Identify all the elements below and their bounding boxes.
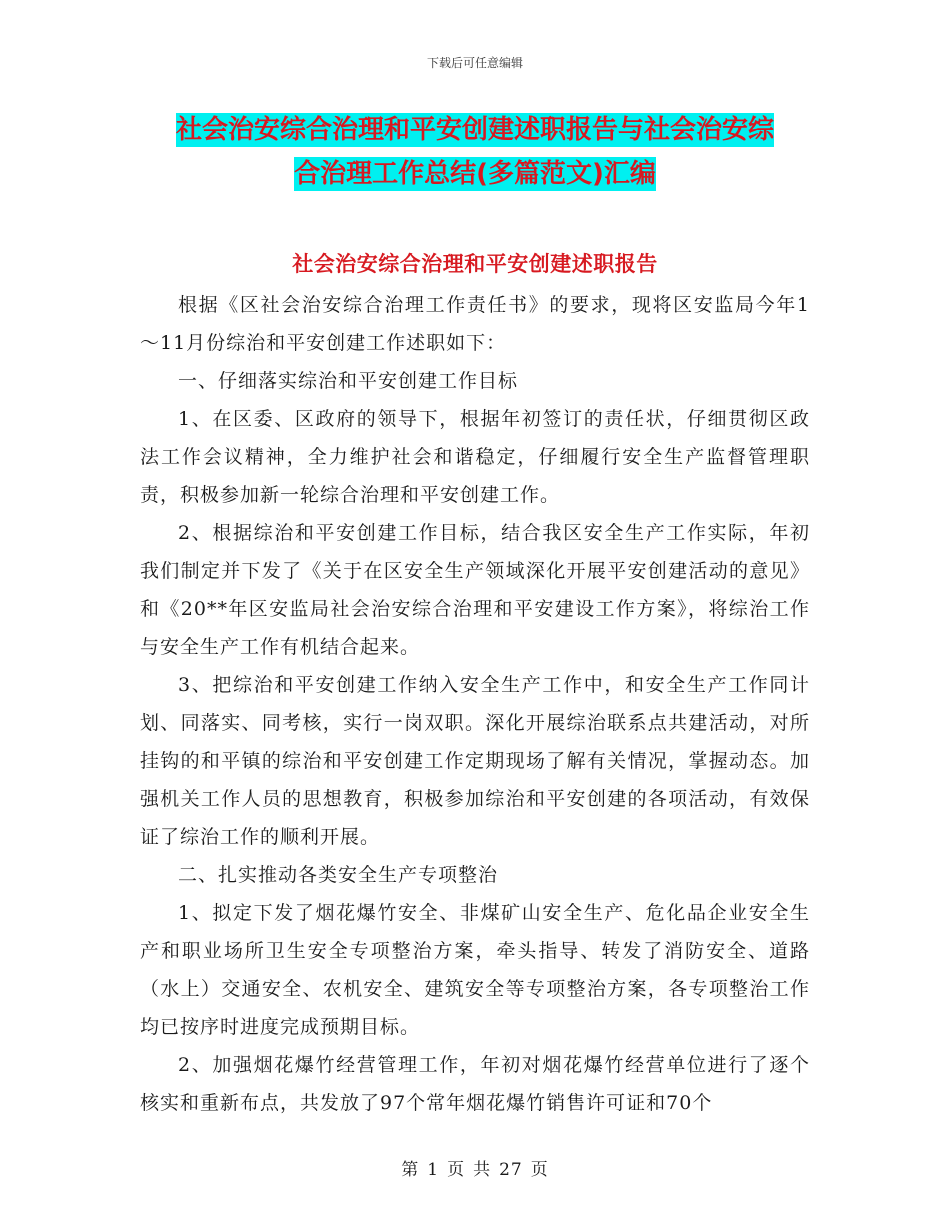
body-text <box>140 286 810 1122</box>
paragraph: 根据《区社会治安综合治理工作责任书》的要求，现将区安监局今年1～11月份综治和平安创建工作述职如下： <box>140 294 810 354</box>
paragraph: 2、根据综治和平安创建工作目标，结合我区安全生产工作实际，年初我们制定并下发了《关于在区安全生产领域深化开展平安创建活动的意见》和《20**年区安监局社会治安综合治理和平安建设工作方案》，将综治工作与安全生产工作有机结合起来。 <box>140 522 810 658</box>
paragraph: 二、扎实推动各类安全生产专项整治 <box>178 864 499 886</box>
paragraph: 一、仔细落实综治和平安创建工作目标 <box>178 370 519 392</box>
document-title-line-2: 合治理工作总结(多篇范文)汇编 <box>294 159 656 189</box>
document-title-line-1: 社会治安综合治理和平安创建述职报告与社会治安综 <box>175 115 774 145</box>
total-label: 共 <box>473 1160 492 1180</box>
total-pages: 27 <box>499 1160 523 1180</box>
page-footer <box>0 1155 950 1180</box>
paragraph: 3、把综治和平安创建工作纳入安全生产工作中，和安全生产工作同计划、同落实、同考核，实行一岗双职。深化开展综治联系点共建活动，对所挂钩的和平镇的综治和平安创建工作定期现场了解有关情况，掌握动态。加强机关工作人员的思想教育，积极参加综治和平安创建的各项活动，有效保证了综治工作的顺利开展。 <box>140 674 810 848</box>
paragraph: 1、拟定下发了烟花爆竹安全、非煤矿山安全生产、危化品企业安全生产和职业场所卫生安全专项整治方案，牵头指导、转发了消防安全、道路（水上）交通安全、农机安全、建筑安全等专项整治方案，各专项整治工作均已按序时进度完成预期目标。 <box>140 902 810 1038</box>
document-title <box>140 108 810 196</box>
section-title: 社会治安综合治理和平安创建述职报告 <box>292 252 658 276</box>
page-label-mid: 页 <box>447 1160 466 1180</box>
page-label-pre: 第 <box>401 1160 420 1180</box>
paragraph: 2、加强烟花爆竹经营管理工作，年初对烟花爆竹经营单位进行了逐个核实和重新布点，共发放了97个常年烟花爆竹销售许可证和70个 <box>140 1054 810 1114</box>
paragraph: 1、在区委、区政府的领导下，根据年初签订的责任状，仔细贯彻区政法工作会议精神，全力维护社会和谐稳定，仔细履行安全生产监督管理职责，积极参加新一轮综合治理和平安创建工作。 <box>140 408 810 506</box>
page-label-post: 页 <box>530 1160 549 1180</box>
header-note: 下载后可任意编辑 <box>426 56 523 70</box>
page-number: 1 <box>427 1160 440 1180</box>
